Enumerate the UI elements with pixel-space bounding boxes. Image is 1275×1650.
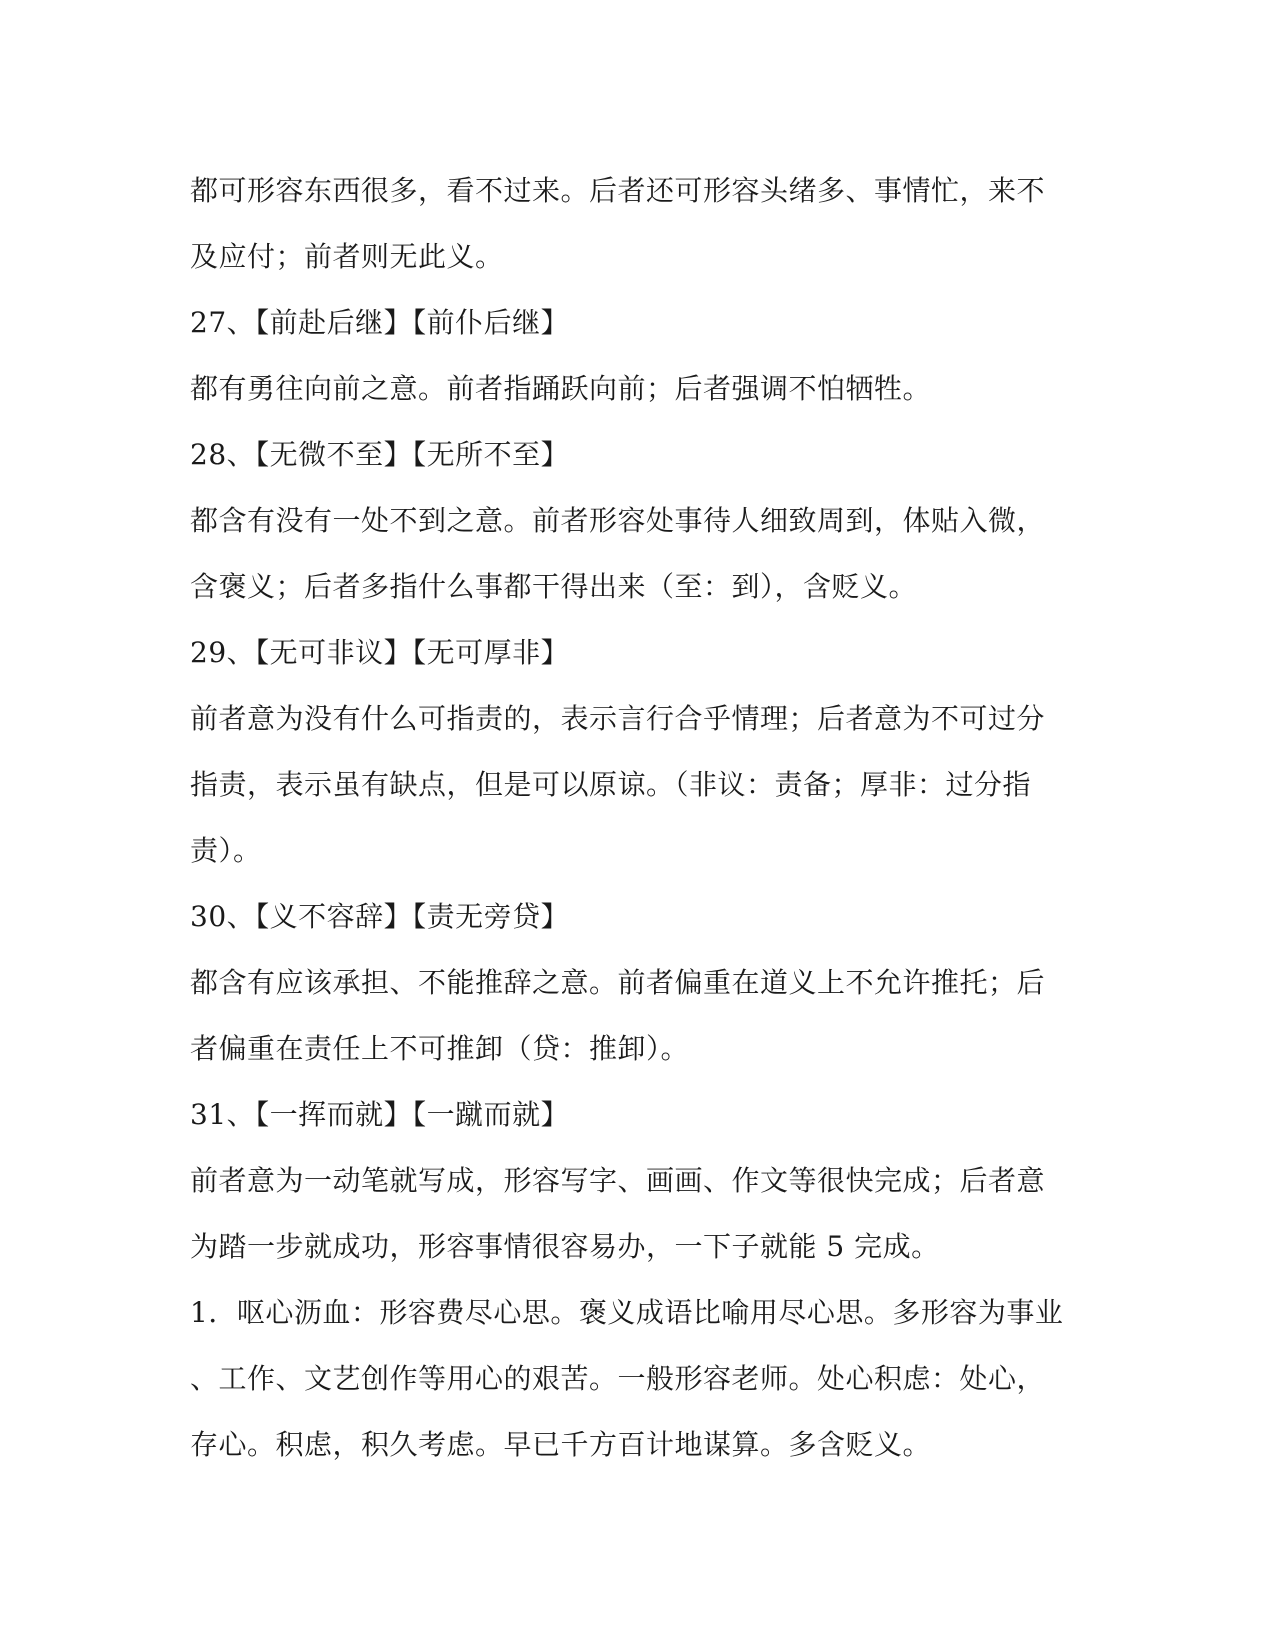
text-line: 及应付；前者则无此义。 <box>190 240 504 273</box>
document-body <box>190 158 1090 1478</box>
text-line: 、工作、文艺创作等用心的艰苦。一般形容老师。处心积虑：处心， <box>190 1362 1046 1395</box>
text-line: 前者意为没有什么可指责的，表示言行合乎情理；后者意为不可过分 <box>190 702 1046 735</box>
text-line: 指责，表示虽有缺点，但是可以原谅。（非议：责备；厚非：过分指 <box>190 768 1032 801</box>
entry-heading-27: 27、【前赴后继】【前仆后继】 <box>190 306 570 339</box>
text-line: 含褒义；后者多指什么事都干得出来（至：到），含贬义。 <box>190 570 918 603</box>
text-line: 都有勇往向前之意。前者指踊跃向前；后者强调不怕牺牲。 <box>190 372 932 405</box>
entry-heading-29: 29、【无可非议】【无可厚非】 <box>190 636 570 669</box>
text-line: 1．呕心沥血：形容费尽心思。褒义成语比喻用尽心思。多形容为事业 <box>190 1296 1064 1329</box>
entry-heading-30: 30、【义不容辞】【责无旁贷】 <box>190 900 570 933</box>
text-line: 责）。 <box>190 834 262 867</box>
text-line: 前者意为一动笔就写成，形容写字、画画、作文等很快完成；后者意 <box>190 1164 1046 1197</box>
text-line: 都含有应该承担、不能推辞之意。前者偏重在道义上不允许推托；后 <box>190 966 1046 999</box>
text-line: 都可形容东西很多，看不过来。后者还可形容头绪多、事情忙，来不 <box>190 174 1046 207</box>
entry-heading-31: 31、【一挥而就】【一蹴而就】 <box>190 1098 570 1131</box>
text-line: 为踏一步就成功，形容事情很容易办，一下子就能 5 完成。 <box>190 1230 940 1263</box>
text-line: 都含有没有一处不到之意。前者形容处事待人细致周到，体贴入微， <box>190 504 1046 537</box>
entry-heading-28: 28、【无微不至】【无所不至】 <box>190 438 570 471</box>
text-line: 存心。积虑，积久考虑。早已千方百计地谋算。多含贬义。 <box>190 1428 932 1461</box>
text-line: 者偏重在责任上不可推卸（贷：推卸）。 <box>190 1032 690 1065</box>
